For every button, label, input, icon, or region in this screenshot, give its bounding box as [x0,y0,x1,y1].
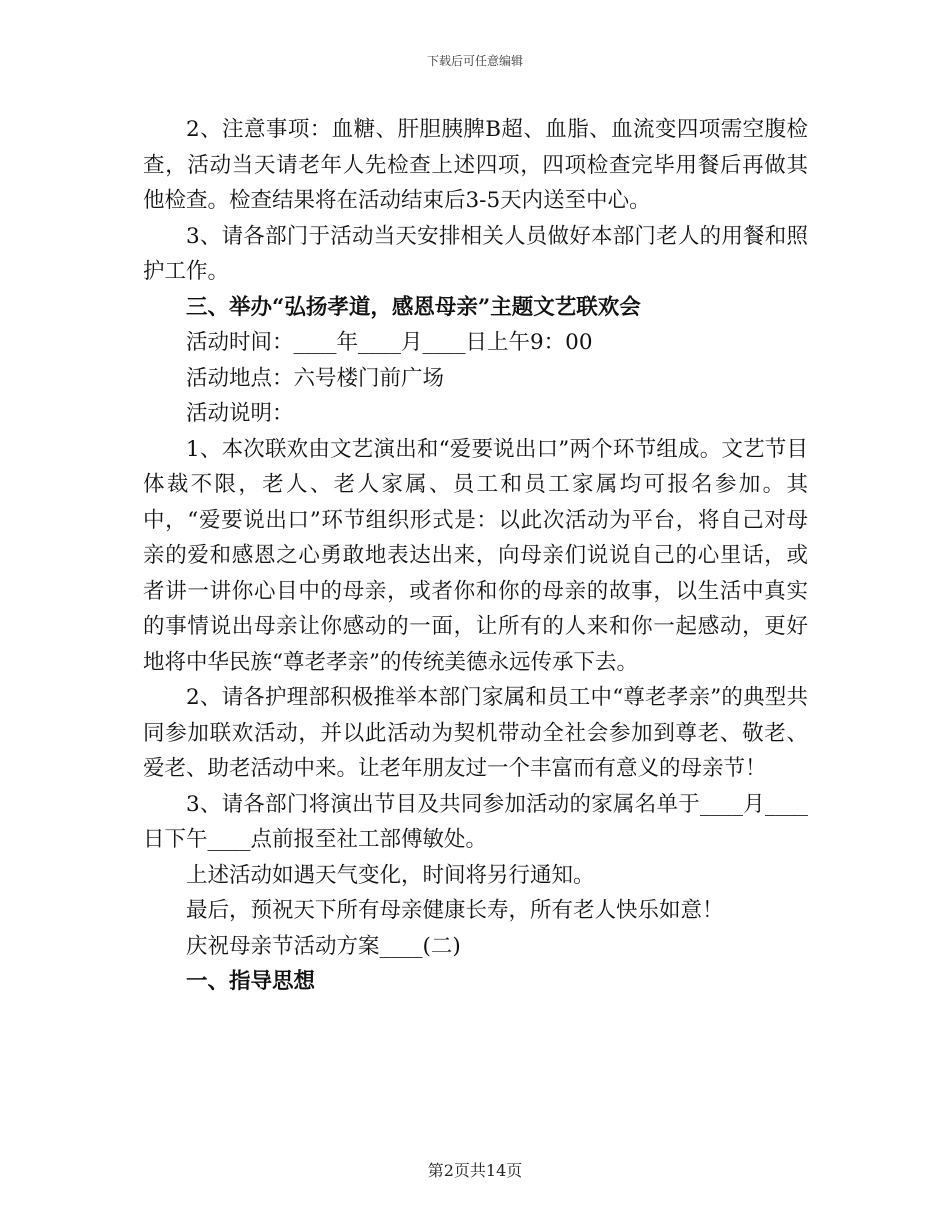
section-heading-3: 三、举办“弘扬孝道，感恩母亲”主题文艺联欢会 [186,294,641,320]
page-header-note: 下载后可任意编辑 [426,54,523,68]
paragraph-notice-2: 2、注意事项：血糖、肝胆胰脾B超、血脂、血流变四项需空腹检查，活动当天请老年人先检查上述四项，四项检查完毕用餐后再做其他检查。检查结果将在活动结束后3-5天内送至中心。 [143,117,808,213]
paragraph-weather-note: 上述活动如遇天气变化，时间将另行通知。 [186,862,595,888]
activity-time: 活动时间：____年____月____日上午9：00 [186,330,593,355]
page-number: 第2页共14页 [427,1161,523,1180]
paragraph-description-2: 2、请各护理部积极推举本部门家属和员工中“尊老孝亲”的典型共同参加联欢活动，并以此活动为契机带动全社会参加到尊老、敬老、爱老、助老活动中来。让老年朋友过一个丰富而有意义的母亲节！ [143,685,808,781]
plan-two-title: 庆祝母亲节活动方案____(二) [186,933,461,959]
paragraph-description-1: 1、本次联欢由文艺演出和“爱要说出口”两个环节组成。文艺节目体裁不限，老人、老人家属、员工和员工家属均可报名参加。其中，“爱要说出口”环节组织形式是：以此次活动为平台，将自己对母亲的爱和感恩之心勇敢地表达出来，向母亲们说说自己的心里话，或者讲一讲你心目中的母亲，或者你和你的母亲的故事，以生活中真实的事情说出母亲让你感动的一面，让所有的人来和你一起感动，更好地将中华民族“尊老孝亲”的传统美德永远传承下去。 [143,436,808,675]
activity-place: 活动地点：六号楼门前广场 [186,365,445,391]
activity-description-label: 活动说明： [186,401,294,426]
paragraph-description-3: 3、请各部门将演出节目及共同参加活动的家属名单于____月____日下午____点前报至社工部傅敏处。 [143,791,808,852]
paragraph-wishes: 最后，预祝天下所有母亲健康长寿，所有老人快乐如意！ [186,898,724,923]
document-body [143,112,808,1000]
paragraph-notice-3: 3、请各部门于活动当天安排相关人员做好本部门老人的用餐和照护工作。 [143,223,808,284]
section-heading-1: 一、指导思想 [186,969,316,994]
